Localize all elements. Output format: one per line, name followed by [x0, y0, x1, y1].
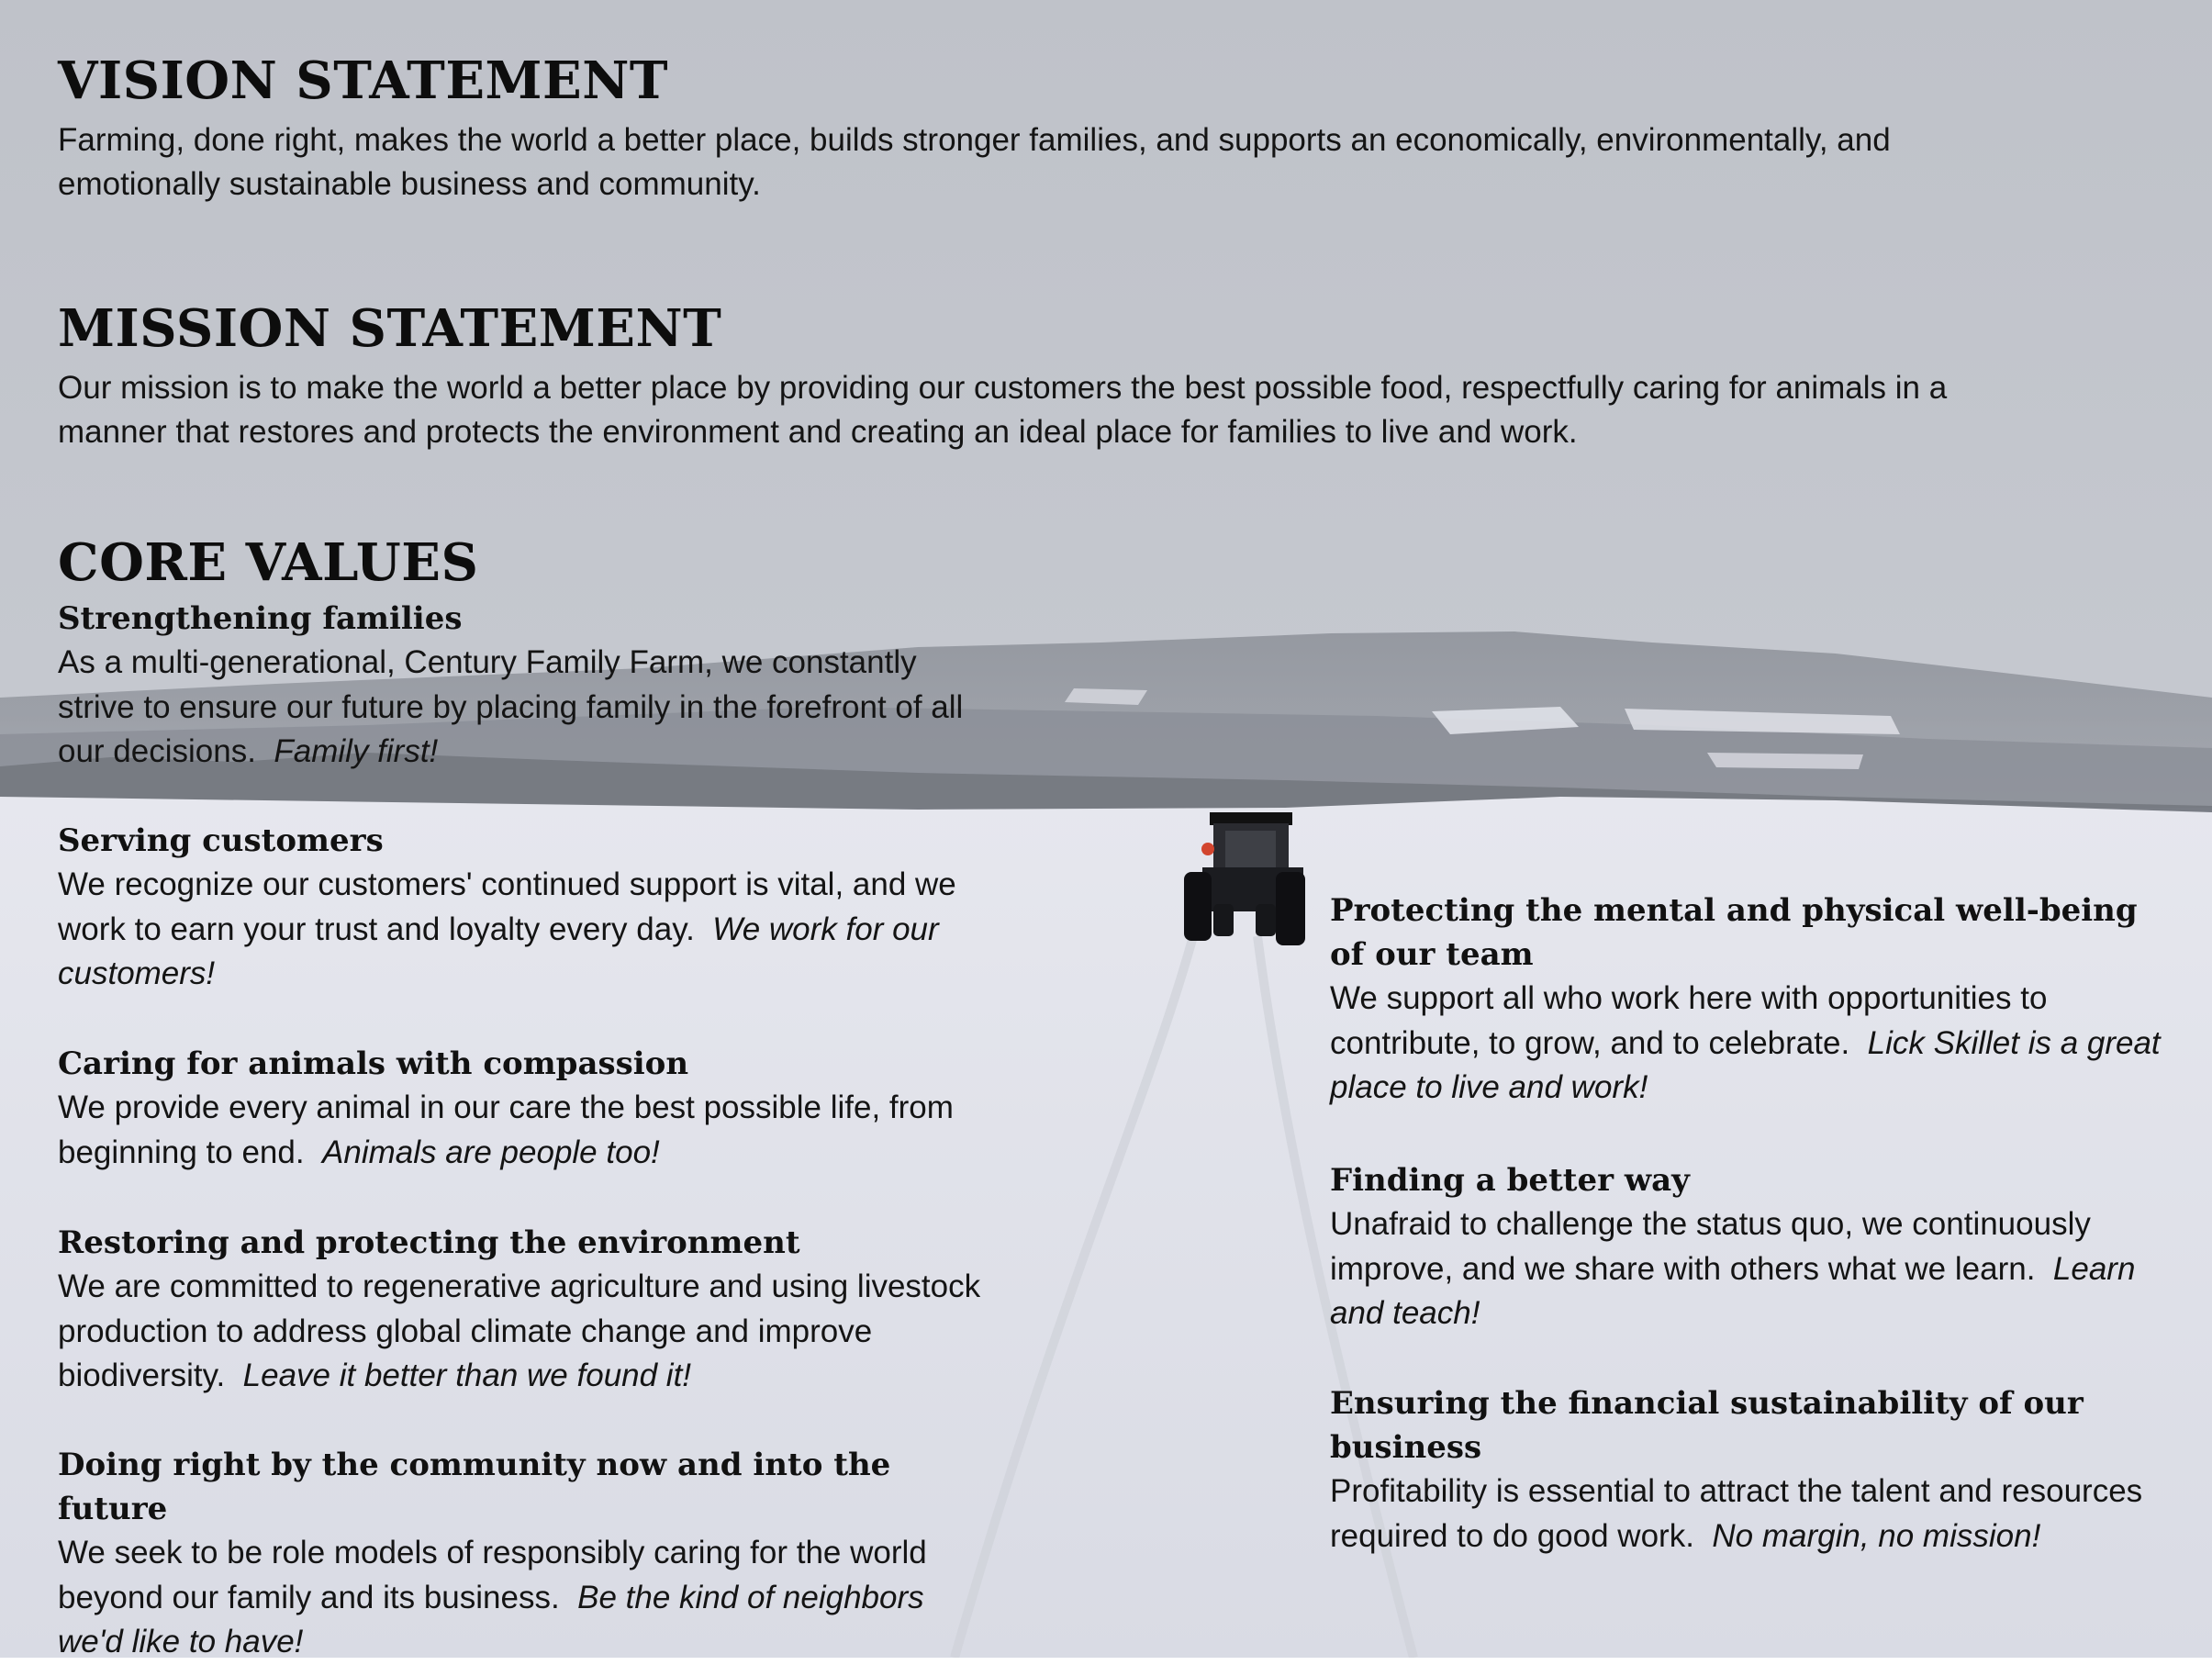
vision-heading: VISION STATEMENT: [58, 50, 669, 111]
value-financial-sustainability: [1330, 1381, 2174, 1559]
mission-text: Our mission is to make the world a better place by providing our customers the best possible food, respectfully caring for animals in a manner that restores and protects the environment and creating an ideal place for families to live and work.: [58, 370, 1948, 450]
value-strengthening-families: [58, 597, 994, 775]
value-body: As a multi-generational, Century Family Farm, we constantly strive to ensure our future by placing family in the forefront of all our decisions. Family first!: [58, 644, 964, 769]
value-title: Restoring and protecting the environment: [58, 1224, 800, 1261]
value-title: Ensuring the financial sustainability of our business: [1330, 1385, 2084, 1466]
value-title: Finding a better way: [1330, 1162, 1690, 1199]
mission-heading: MISSION STATEMENT: [58, 298, 722, 359]
value-tagline: We work for our customers!: [58, 911, 939, 991]
value-tagline: No margin, no mission!: [1712, 1517, 2041, 1554]
value-body: We support all who work here with opportunities to contribute, to grow, and to celebrate. Lick Skillet is a great place to live and work!: [1330, 980, 2161, 1105]
value-tagline: Learn and teach!: [1330, 1250, 2136, 1331]
value-tagline: Lick Skillet is a great place to live and work!: [1330, 1024, 2161, 1105]
value-body: We recognize our customers' continued support is vital, and we work to earn your trust and loyalty every day. We work for our customers!: [58, 866, 956, 991]
value-body: Unafraid to challenge the status quo, we continuously improve, and we share with others what we learn. Learn and teach!: [1330, 1206, 2136, 1331]
value-tagline: Animals are people too!: [322, 1134, 660, 1170]
value-body: We are committed to regenerative agriculture and using livestock production to address global climate change and improve biodiversity. Leave it better than we found it!: [58, 1268, 981, 1393]
value-tagline: Leave it better than we found it!: [242, 1358, 692, 1393]
value-title: Serving customers: [58, 822, 384, 859]
value-community: [58, 1443, 994, 1665]
vision-text: Farming, done right, makes the world a better place, builds stronger families, and supports an economically, environmentally, and emotionally sustainable business and community.: [58, 122, 1891, 202]
value-body: We provide every animal in our care the best possible life, from beginning to end. Animals are people too!: [58, 1090, 954, 1170]
value-title: Caring for animals with compassion: [58, 1045, 689, 1082]
value-better-way: [1330, 1158, 2174, 1336]
value-title: Doing right by the community now and into the future: [58, 1447, 891, 1527]
value-tagline: Be the kind of neighbors we'd like to have!: [58, 1579, 924, 1659]
value-body: Profitability is essential to attract the talent and resources required to do good work. No margin, no mission!: [1330, 1473, 2143, 1554]
value-caring-for-animals: [58, 1042, 994, 1175]
value-body: We seek to be role models of responsibly caring for the world beyond our family and its business. Be the kind of neighbors we'd like to have!: [58, 1535, 927, 1659]
value-tagline: Family first!: [274, 733, 439, 769]
value-title: Strengthening families: [58, 600, 463, 637]
value-title: Protecting the mental and physical well-being of our team: [1330, 892, 2138, 973]
core-values-heading: CORE VALUES: [58, 532, 479, 593]
value-serving-customers: [58, 819, 994, 997]
value-restoring-environment: [58, 1221, 994, 1399]
value-team-well-being: [1330, 888, 2174, 1111]
